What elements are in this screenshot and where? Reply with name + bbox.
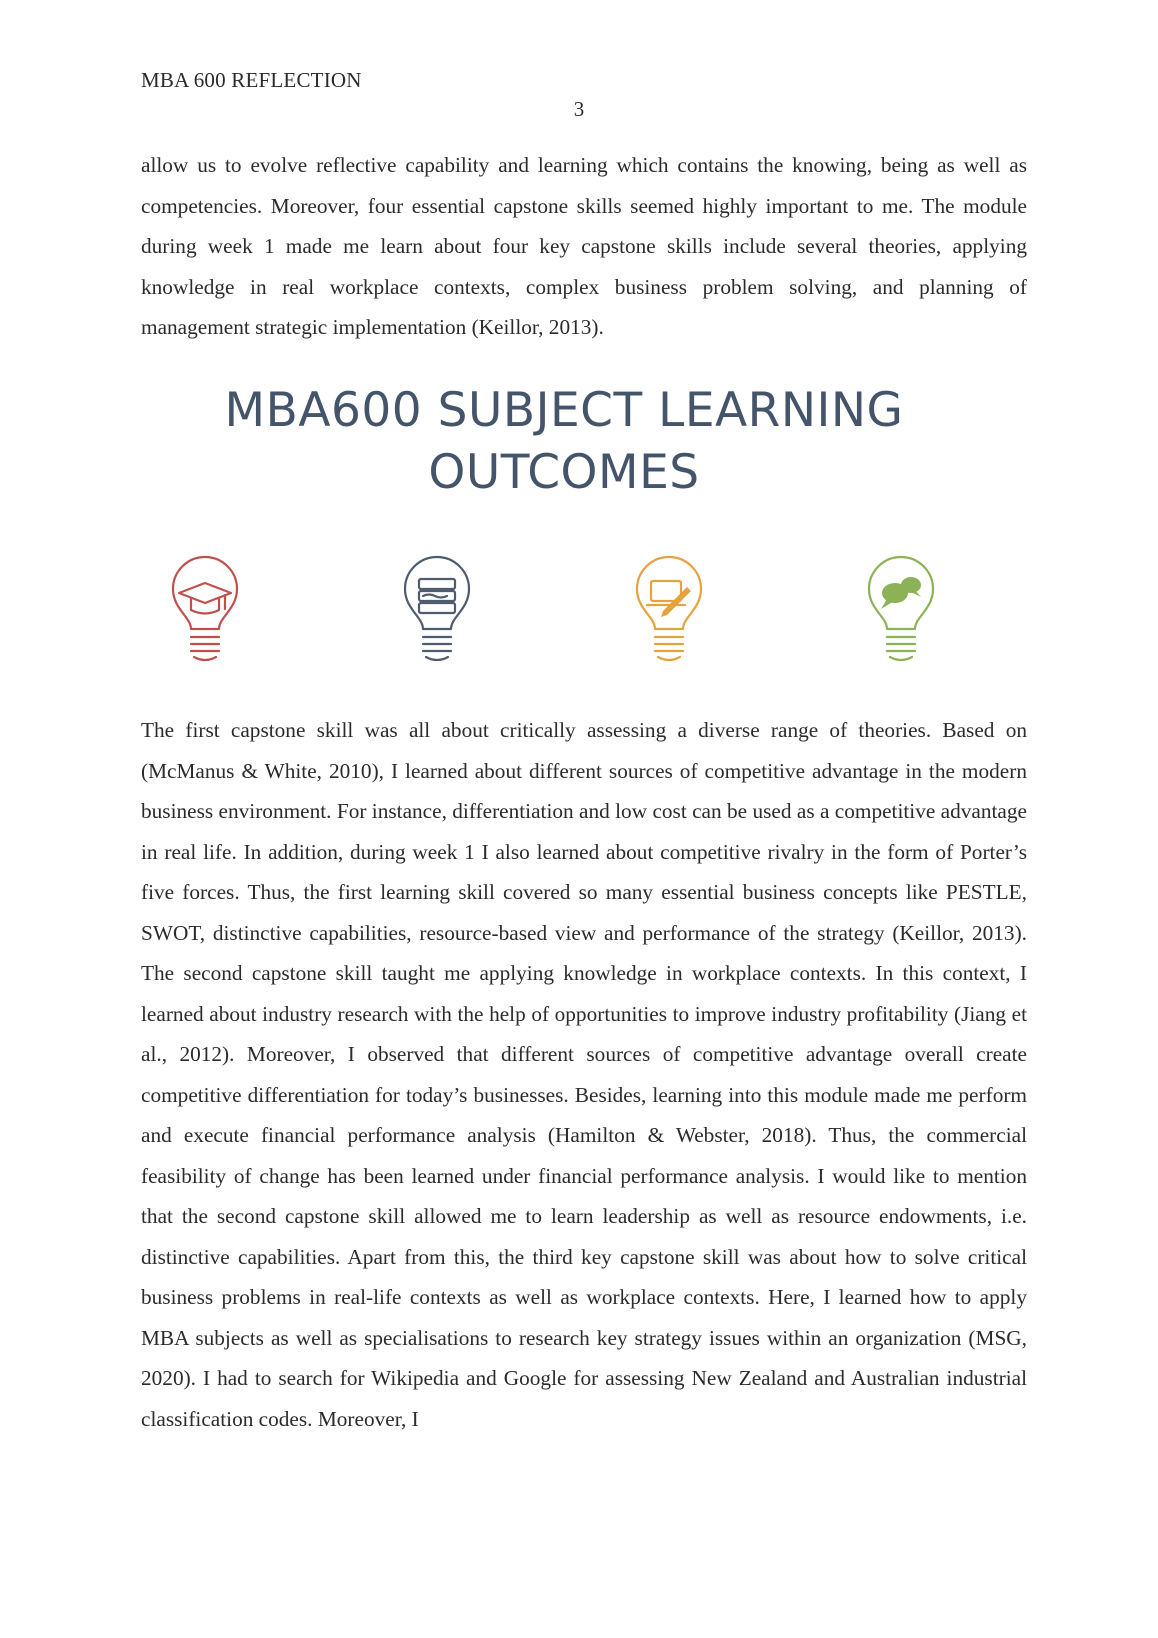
- paragraph-capstone-skills: The first capstone skill was all about critically assessing a diverse range of theories. Based on (McManus & White, 2010), I learned about different sources of competitive advantage in the modern business environment. For instance, differentiation and low cost can be used as a competitive advantage in real life. In addition, during week 1 I also learned about competitive rivalry in the form of Porter’s five forces. Thus, the first learning skill covered so many essential business concepts like PESTLE, SWOT, distinctive capabilities, resource-based view and performance of the strategy (Keillor, 2013). The second capstone skill taught me applying knowledge in workplace contexts. In this context, I learned about industry research with the help of opportunities to improve industry profitability (Jiang et al., 2012). Moreover, I observed that different sources of competitive advantage overall create competitive differentiation for today’s businesses. Besides, learning into this module made me perform and execute financial performance analysis (Hamilton & Webster, 2018). Thus, the commercial feasibility of change has been learned under financial performance analysis. I would like to mention that the second capstone skill allowed me to learn leadership as well as resource endowments, i.e. distinctive capabilities. Apart from this, the third key capstone skill was about how to solve critical business problems in real-life contexts as well as workplace contexts. Here, I learned how to apply MBA subjects as well as specialisations to research key strategy issues within an organization (MSG, 2020). I had to search for Wikipedia and Google for assessing New Zealand and Australian industrial classification codes. Moreover, I: [141, 718, 1027, 1431]
- figure-title-line-2: OUTCOMES: [428, 445, 700, 500]
- books-icon: [397, 555, 477, 675]
- paragraph-intro: allow us to evolve reflective capability and learning which contains the knowing, being as well as competencies. Moreover, four essential capstone skills seemed highly important to me. The module during week 1 made me learn about four key capstone skills include several theories, applying knowledge in real workplace contexts, complex business problem solving, and planning of management strategic implementation (Keillor, 2013).: [141, 153, 1027, 339]
- lightbulb-books: [397, 555, 477, 675]
- running-head: MBA 600 REFLECTION: [141, 68, 362, 92]
- lightbulb-speech: [861, 555, 941, 675]
- learning-outcomes-figure: [141, 380, 1027, 680]
- figure-title: [141, 380, 987, 504]
- speech-bubbles-icon: [861, 555, 941, 675]
- graduation-cap-icon: [165, 555, 245, 675]
- laptop-pencil-icon: [629, 555, 709, 675]
- lightbulb-laptop: [629, 555, 709, 675]
- figure-title-line-1: MBA600 SUBJECT LEARNING: [224, 383, 904, 438]
- lightbulb-graduation: [165, 555, 245, 675]
- page-number: 3: [573, 97, 585, 121]
